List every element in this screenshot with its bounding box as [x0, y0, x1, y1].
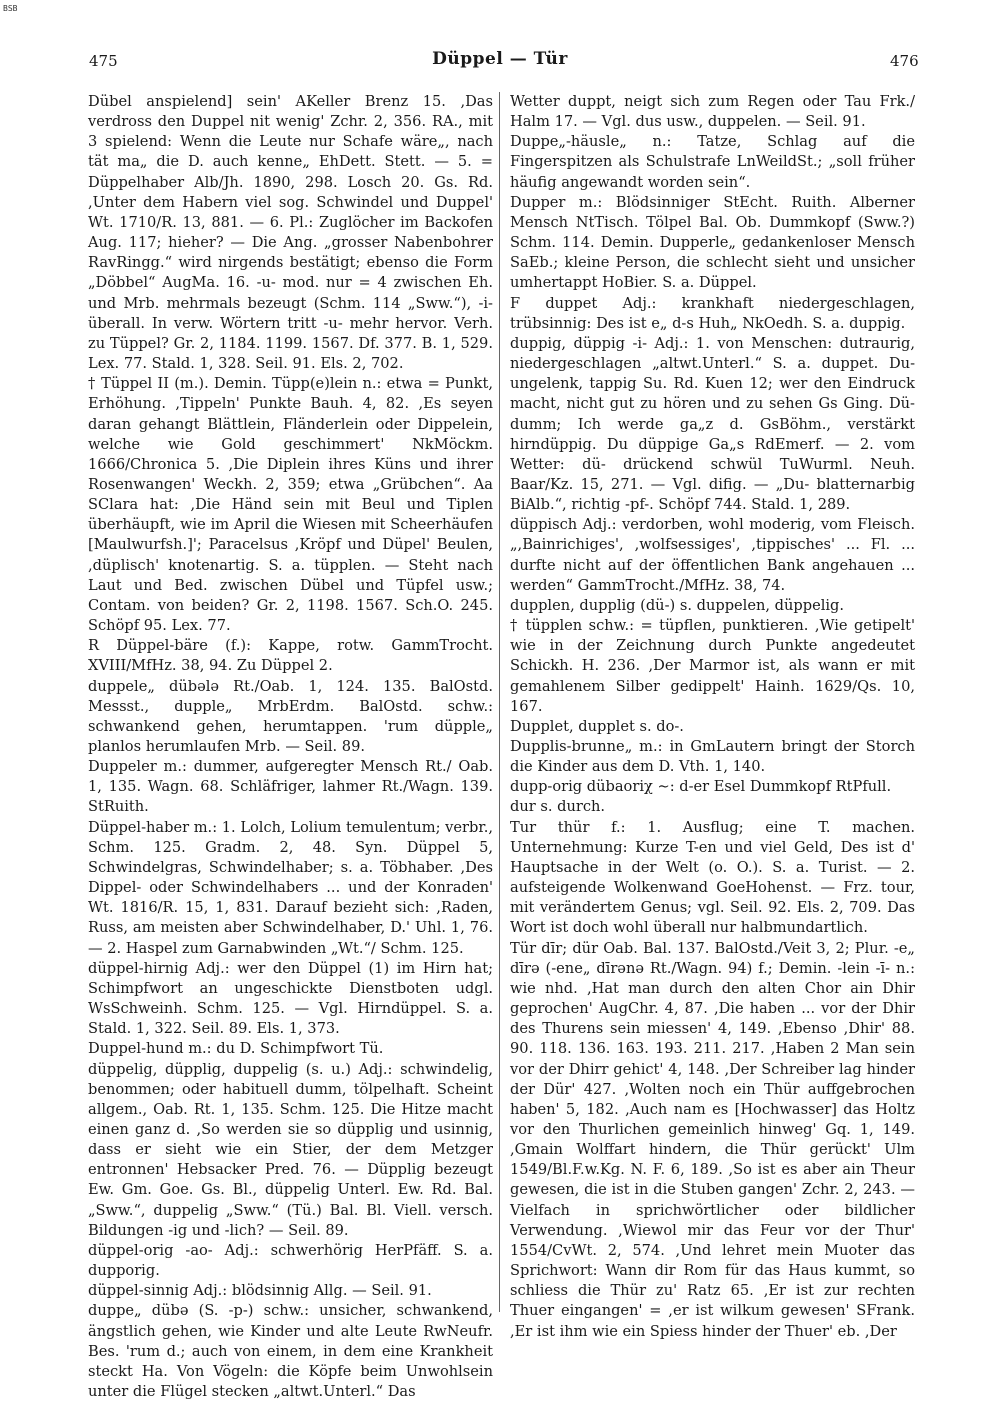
entry-dupper: Dupper m.: Blödsinniger StEcht. Ruith. Alberner Mensch NtTisch. Tölpel Bal. Ob. Dummkopf (Sww.?) Schm. 114. Demin. Dupperle„ gedankenloser Mensch SaEb.; kleine Person, die schlecht sieht und unsicher umhertappt HoBier. S. a. Düppel. [510, 193, 915, 292]
running-title: Düppel — Tür [432, 49, 568, 69]
right-page-number: 476 [890, 52, 919, 70]
entry-duppel-hund: Duppel-hund m.: du D. Schimpfwort Tü. [88, 1040, 384, 1058]
entry-dueppel-orig: düppel-orig -ao- Adj.: schwerhörig HerPfäff. S. a. dupporig. [88, 1241, 493, 1280]
entry-dueppisch: düppisch Adj.: verdorben, wohl moderig, vom Fleisch. „,Bainrichiges', ,wolfsessiges', ,tippisches' ... Fl. ... durfte nicht auf der öffentlichen Bank angehauen ... werden“ GammTrocht./MfHz. 38, 74. [510, 516, 915, 594]
entry-dur: dur s. durch. [510, 798, 606, 816]
entry-tur: Tur thür f.: 1. Ausflug; eine T. machen. Unternehmung: Kurze T-en und viel Geld, Des ist d' Hauptsache in der Welt (o. O.). S. a. Turist. — 2. aufsteigende Wolkenwand GoeHohenst. — Frz. tour, mit verändertem Genus; vgl. Seil. 92. Els. 2, 709. Das Wort ist doch wohl überall nur halbmundartlich. [510, 818, 915, 937]
entry-duppen-continued: Wetter duppt, neigt sich zum Regen oder Tau Frk./ Halm 17. — Vgl. dus usw., duppelen. — Seil. 91. [510, 93, 915, 131]
entry-duppig: duppig, düppig -i- Adj.: 1. von Menschen: dutraurig, niedergeschlagen „altwt.Unterl.“ S. a. duppet. Du- ungelenk, tappig Su. Rd. Kuen 12; wer den Eindruck macht, nicht gut zu hören und zu sehen Gs Ging. Dü- dumm; Ich werde ga„z d. GsBöhm., verstärkt hirndüppig. Du düppige Ga„s RdEmerf. — 2. vom Wetter: dü- drückend schwül TuWurml. Neuh. Baar/Kz. 15, 271. — Vgl. difig. — „Du- blatternarbig BiAlb.“, richtig -pf-. Schöpf 744. Stald. 1, 289. [510, 334, 915, 514]
entry-dupplet: Dupplet, dupplet s. do-. [510, 717, 684, 735]
entry-dueppel-baere: R Düppel-bäre (f.): Kappe, rotw. GammTrocht. XVIII/MfHz. 38, 94. Zu Düppel 2. [88, 637, 493, 675]
entry-duppen-haeusle: Duppe„-häusle„ n.: Tatze, Schlag auf die Fingerspitzen als Schulstrafe LnWeildSt.; „soll früher häufig angewandt worden sein“. [510, 133, 915, 191]
entry-duppel-continued: Dübel anspielend] sein' AKeller Brenz 15. ,Das verdross den Duppel nit wenig' Zchr. 2, 356. RA., mit 3 spielend: Wenn die Leute nur Schafe wäre„, nach tät ma„ die D. auch kenne„ EhDett. Stett. — 5. = Düppelhaber Alb/Jh. 1890, 298. Losch 20. Gs. Rd. ,Unter dem Habern viel sog. Schwindel und Duppel' Wt. 1710/R. 13, 881. — 6. Pl.: Zuglöcher im Backofen Aug. 117; hieher? — Die Ang. „grosser Nabenbohrer RavRingg.“ wird nirgends bestätigt; ebenso die Form „Döbbel“ AugMa. 16. -u- mod. nur = 4 zwischen Eh. und Mrb. mehrmals bezeugt (Schm. 114 „Sww.“), -i- überall. In verw. Wörtern tritt -u- mehr hervor. Verh. zu Tüppel? Gr. 2, 1184. 1199. 1567. Df. 377. B. 1, 529. Lex. 77. Stald. 1, 328. Seil. 91. Els. 2, 702. [88, 93, 493, 373]
right-column [510, 92, 915, 1340]
entry-dueppel-hirnig: düppel-hirnig Adj.: wer den Düppel (1) im Hirn hat; Schimpfwort an ungeschickte Dienstboten udgl. WsSchweinh. Schm. 125. — Vgl. Hirndüppel. S. a. Stald. 1, 322. Seil. 89. Els. 1, 373. [88, 959, 493, 1038]
entry-duppet: F duppet Adj.: krankhaft niedergeschlagen, trübsinnig: Des ist e„ d-s Huh„ NkOedh. S. a. duppig. [510, 294, 915, 332]
entry-dueppel-sinnig: düppel-sinnig Adj.: blödsinnig Allg. — Seil. 91. [88, 1282, 432, 1300]
left-column [88, 92, 493, 1400]
entry-dupplen: dupplen, dupplig (dü-) s. duppelen, düppelig. [510, 596, 845, 614]
entry-dueppelig: düppelig, düpplig, duppelig (s. u.) Adj.: schwindelig, benommen; oder habituell dumm, tölpelhaft. Scheint allgem., Oab. Rt. 1, 135. Schm. 125. Die Hitze macht einen ganz d. ,So werden sie so düpplig und usinnig, dass er sieht wie ein Stier, der dem Metzger entronnen' Hebsacker Pred. 76. — Düpplig bezeugt Ew. Gm. Goe. Gs. Bl., düppelig Unterl. Ew. Rd. Bal. „Sww.“, duppelig „Sww.“ (Tü.) Bal. Bl. Viell. versch. Bildungen -ig und -lich? — Seil. 89. [88, 1060, 493, 1239]
entry-duppeler: Duppeler m.: dummer, aufgeregter Mensch Rt./ Oab. 1, 135. Wagn. 68. Schläfriger, lahmer Rt./Wagn. 139. StRuith. [88, 758, 493, 816]
entry-dueppel-haber: Düppel-haber m.: 1. Lolch, Lolium temulentum; verbr., Schm. 125. Gradm. 2, 48. Syn. Düppel 5, Schwindelgras, Schwindelhaber; s. a. Töbhaber. ,Des Dippel- oder Schwindelhabers ... und der Konraden' Wt. 1816/R. 15, 1, 831. Darauf bezieht sich: ,Raden, Russ, am meisten aber Schwindelhaber, D.' Uhl. 1, 76. — 2. Haspel zum Garnabwinden „Wt.“/ Schm. 125. [88, 818, 493, 957]
entry-tueppel-ii: † Tüppel II (m.). Demin. Tüpp(e)lein n.: etwa = Punkt, Erhöhung. ,Tippeln' Punkte Bauh. 4, 82. ,Es seyen daran gehangt Blättlein, Fländerlein oder Dippelein, welche wie Gold geschimmert' NkMöckm. 1666/Chronica 5. ,Die Diplein ihres Küns und ihrer Rosenwangen' Weckh. 2, 359; etwa „Grübchen“. Aa SClara hat: ,Die Händ sein mit Beul und Tiplen überhäupft, wie im April die Wiesen mit Scheerhäufen [Maulwurfsh.]'; Paracelsus ,Kröpf und Düpel' Beulen, ,düplisch' knotenartig. S. a. tüpplen. — Steht nach Laut und Bed. zwischen Dübel und Tüpfel usw.; Contam. von beiden? Gr. 2, 1198. 1567. Sch.O. 245. Schöpf 95. Lex. 77. [88, 375, 493, 635]
entry-duppelen: duppele„ dübələ Rt./Oab. 1, 124. 135. BalOstd. Messst., dupple„ MrbErdm. BalOstd. schw.: schwankend gehen, herumtappen. 'rum düpple„ planlos herumlaufen Mrb. — Seil. 89. [88, 677, 493, 755]
column-divider [499, 92, 500, 1312]
entry-tuepplen: † tüpplen schw.: = tüpflen, punktieren. ,Wie getipelt' wie in der Zeichnung durch Punkte angedeutet Schickh. H. 236. ,Der Marmor ist, als wann er mit gemahlenem Silber gedippelt' Hainh. 1629/Qs. 10, 167. [510, 617, 915, 715]
library-stamp: BSB [3, 4, 18, 13]
entry-tuer: Tür dīr; dür Oab. Bal. 137. BalOstd./Veit 3, 2; Plur. -e„ dīrə (-ene„ dīrənə Rt./Wagn. 94) f.; Demin. -lein -ī- n.: wie nhd. ,Hat man durch den alten Chor ain Dhir geprochen' AugChr. 4, 87. ,Die haben ... vor der Dhir des Thurens sein miessen' 4, 149. ,Ebenso ,Dhir' 88. 90. 118. 136. 163. 193. 211. 217. ,Haben 2 Man sein vor der Dhirr gehict' 4, 148. ,Der Schreiber lag hinder der Dür' 427. ,Wolten noch ein Thür auffgebrochen haben' 5, 182. ,Auch nam es [Hochwasser] das Holtz vor den Thurlichen gemeinlich hinweg' Gq. 1, 149. ,Gmain Wolffart hindern, die Thür gerückt' Ulm 1549/Bl.F.w.Kg. N. F. 6, 189. ,So ist es aber ain Theur gewesen, die ist in die Stuben gangen' Zchr. 2, 243. — Vielfach in sprichwörtlicher oder bildlicher Verwendung. ,Wiewol mir das Feur vor der Thur' 1554/CvWt. 2, 574. ,Und lehret mein Muoter das Sprichwort: Wann dir Rom für das Haus kummt, so schliess die Thür zu' Ratz 65. ,Er ist zur rechten Thuer eingangen' = ,er ist wilkum gewesen' SFrank. ,Er ist ihm wie ein Spiess hinder der Thuer' eb. ,Der [510, 939, 915, 1340]
entry-duppen: duppe„ dübə (S. -p-) schw.: unsicher, schwankend, ängstlich gehen, wie Kinder und alte Leute RwNeufr. Bes. 'rum d.; auch von einem, in dem eine Krankheit steckt Ha. Von Vögeln: die Köpfe beim Unwohlsein unter die Flügel stecken „altwt.Unterl.“ Das [88, 1302, 493, 1400]
entry-dupp-orig: dupp-orig dübaoriχ ∼: d-er Esel Dummkopf RtPfull. [510, 778, 892, 796]
entry-dupplis-brunnen: Dupplis-brunne„ m.: in GmLautern bringt der Storch die Kinder aus dem D. Vth. 1, 140. [510, 738, 915, 776]
left-page-number: 475 [89, 52, 118, 70]
